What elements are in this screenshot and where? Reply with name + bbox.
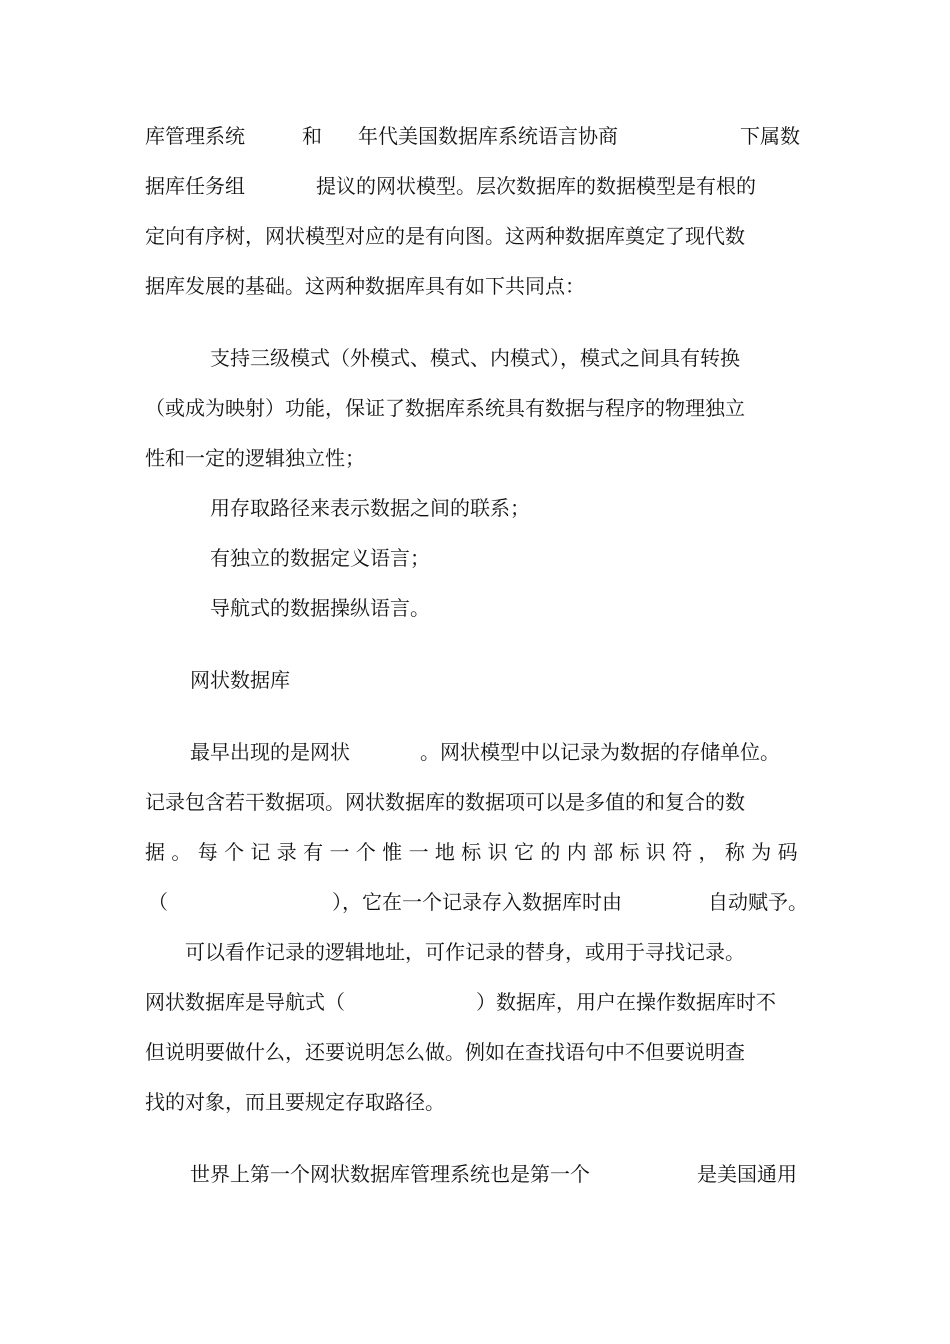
text-line: （ [148,890,168,914]
text-line: ）数据库，用户在操作数据库时不 [476,990,776,1014]
list-item: 性和一定的逻辑独立性； [145,446,365,470]
list-item: （或成为映射）功能，保证了数据库系统具有数据与程序的物理独立 [145,396,745,420]
text-line: 。网状模型中以记录为数据的存储单位。 [420,740,780,764]
text-line: 提议的网状模型。层次数据库的数据模型是有根的 [316,174,756,198]
text-line: ），它在一个记录存入数据库时由 [332,890,622,914]
text-line: 据库任务组 [145,174,245,198]
text-line: 网状数据库是导航式（ [145,990,345,1014]
text-line: 年代美国数据库系统语言协商 [358,124,618,148]
list-item: 用存取路径来表示数据之间的联系； [210,496,530,520]
text-line: 是美国通用 [697,1162,797,1186]
text-line: 下属数 [740,124,800,148]
text-line: 找的对象，而且要规定存取路径。 [145,1090,445,1114]
text-line: 自动赋予。 [708,890,808,914]
text-line: 但说明要做什么，还要说明怎么做。例如在查找语句中不但要说明查 [145,1040,745,1064]
text-line: 定向有序树，网状模型对应的是有向图。这两种数据库奠定了现代数 [145,224,745,248]
section-heading: 网状数据库 [190,668,290,692]
list-item: 有独立的数据定义语言； [210,546,430,570]
text-line: 据 。 每 个 记 录 有 一 个 惟 一 地 标 识 它 的 内 部 标 识 符 ， 称 为 码 [145,840,798,864]
list-item: 导航式的数据操纵语言。 [210,596,430,620]
text-line: 库管理系统 [145,124,245,148]
list-item: 支持三级模式（外模式、模式、内模式），模式之间具有转换 [210,346,740,370]
text-line: 据库发展的基础。这两种数据库具有如下共同点： [145,274,585,298]
text-line: 可以看作记录的逻辑地址，可作记录的替身，或用于寻找记录。 [185,940,745,964]
text-line: 世界上第一个网状数据库管理系统也是第一个 [190,1162,590,1186]
text-line: 记录包含若干数据项。网状数据库的数据项可以是多值的和复合的数 [145,790,745,814]
text-line: 和 [302,124,322,148]
text-line: 最早出现的是网状 [190,740,350,764]
